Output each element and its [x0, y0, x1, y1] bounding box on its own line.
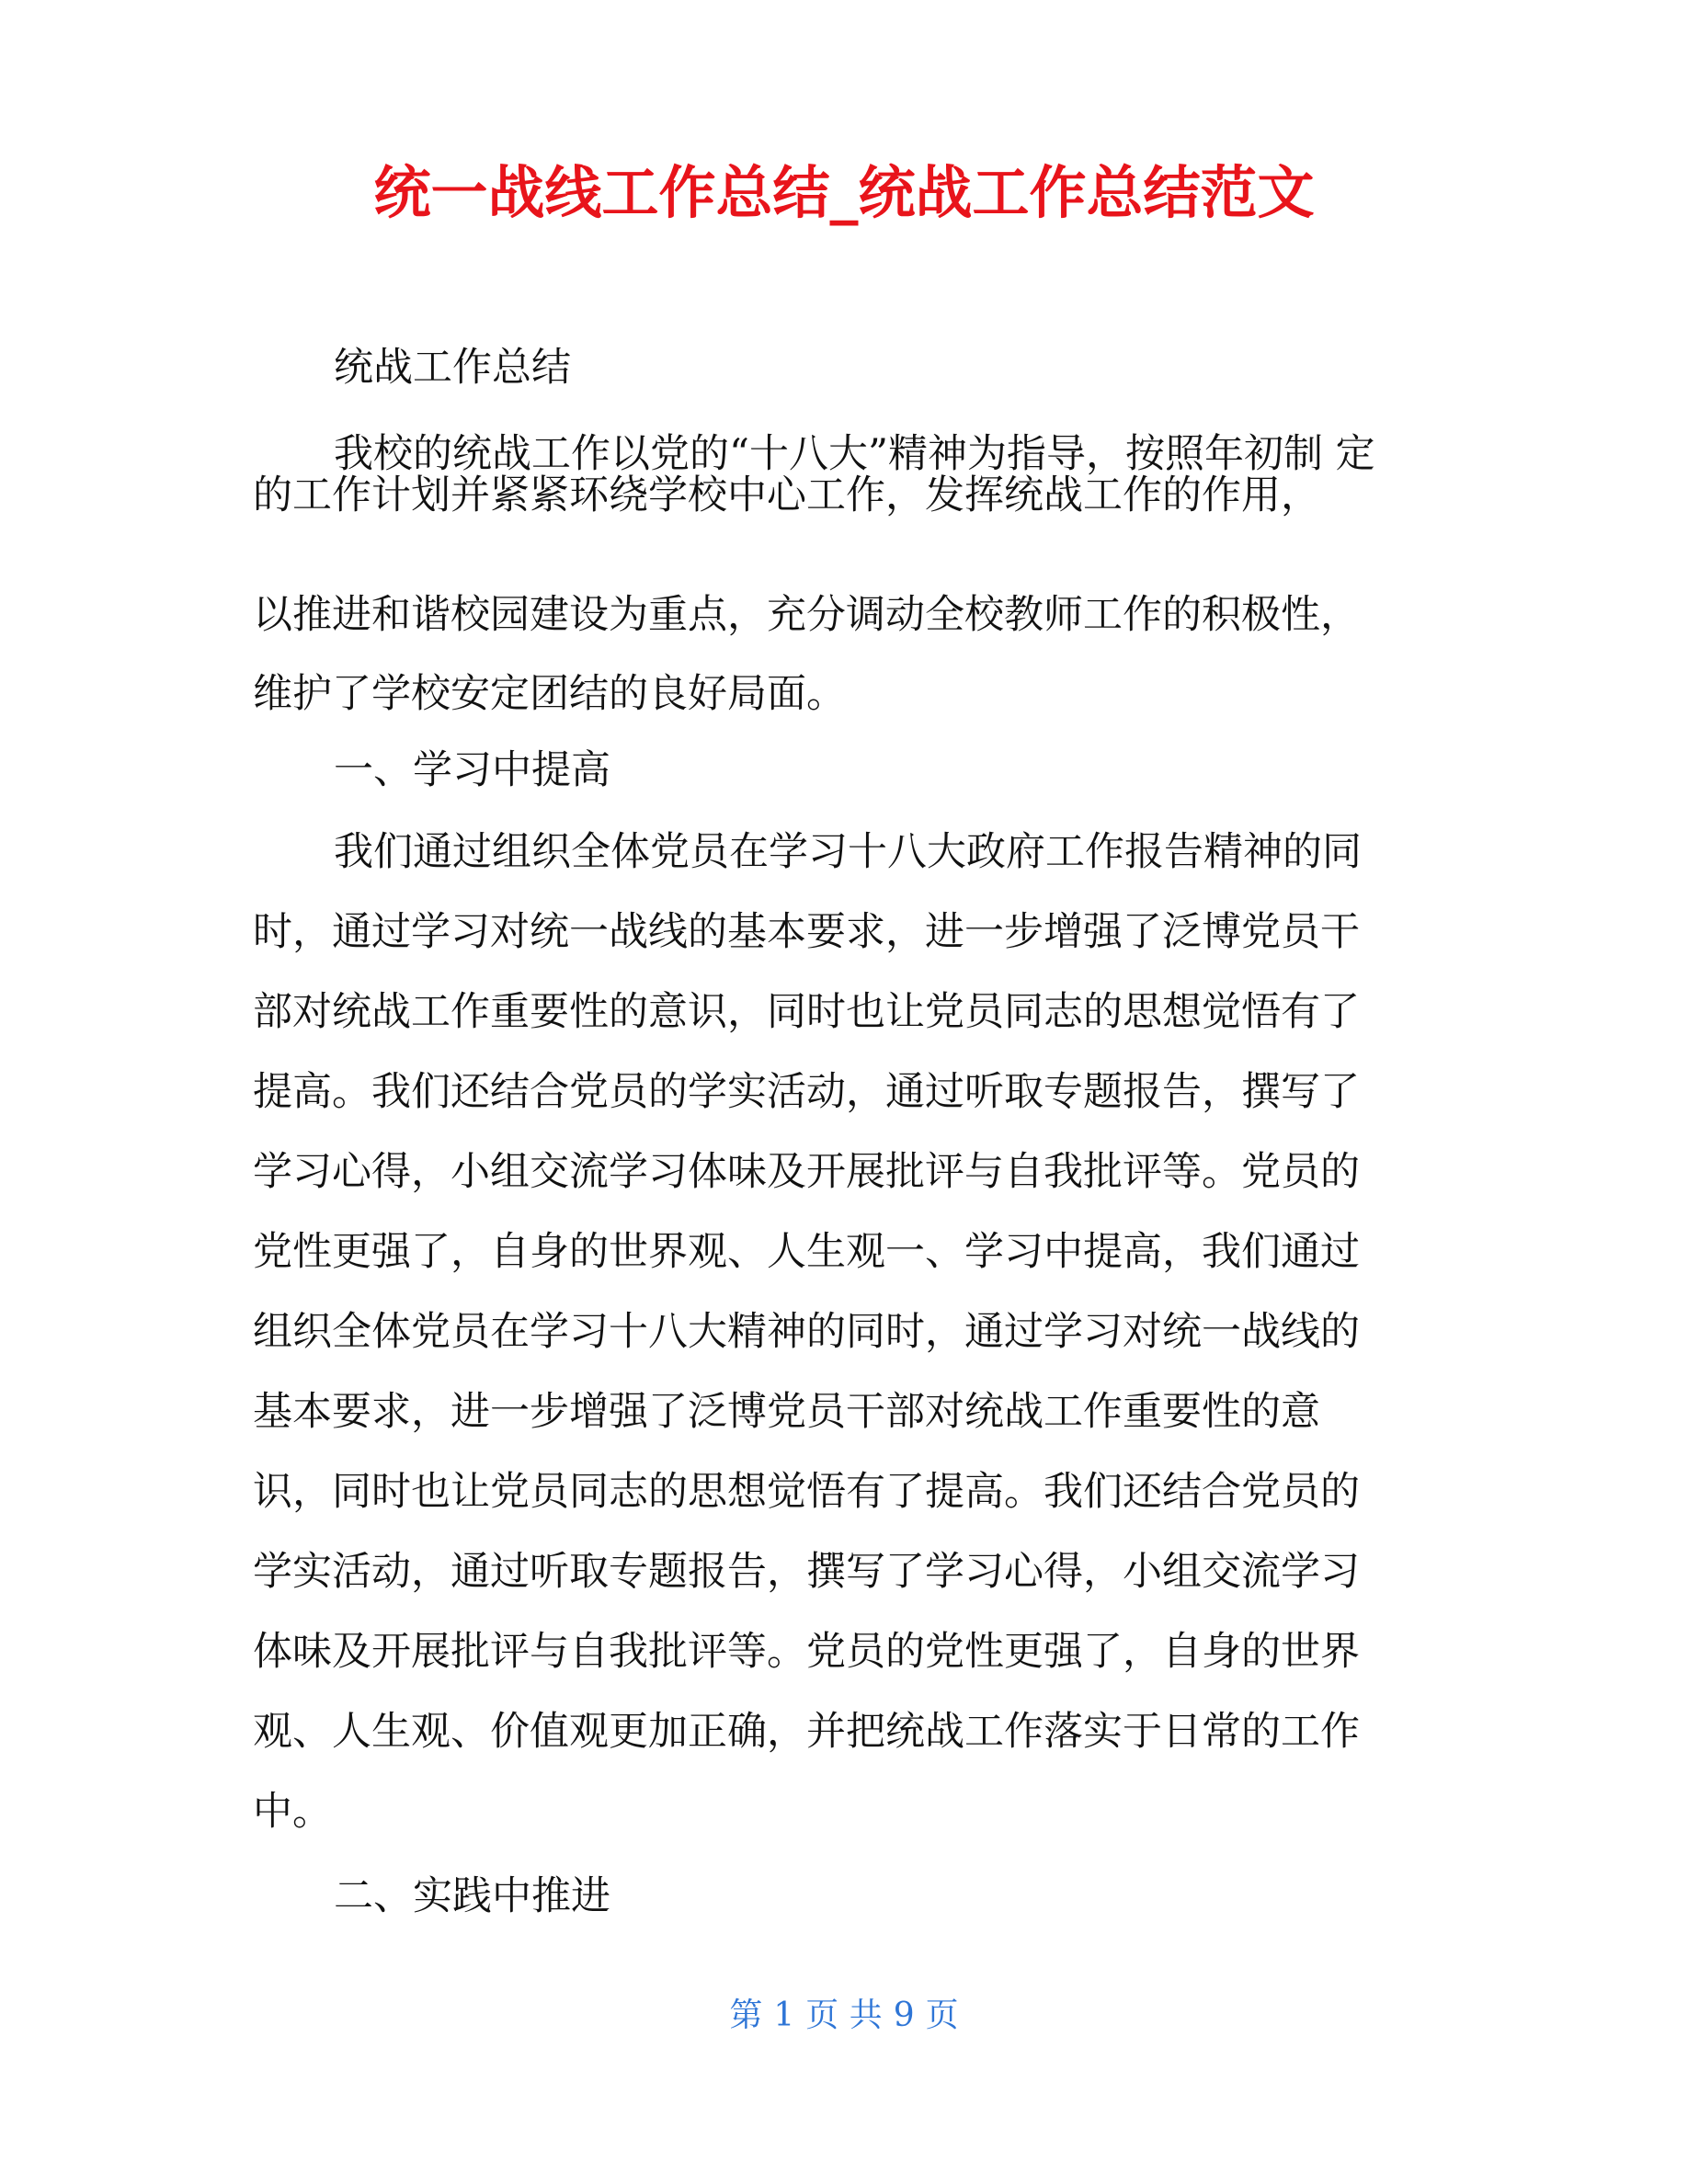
body-line: 基本要求，进一步增强了泛博党员干部对统战工作重要性的意 [253, 1389, 1320, 1435]
body-line: 提高。我们还结合党员的学实活动，通过听取专题报告，撰写了 [253, 1069, 1360, 1115]
body-line: 维护了学校安定团结的良好局面。 [253, 671, 846, 717]
body-line: 学实活动，通过听取专题报告，撰写了学习心得，小组交流学习 [253, 1549, 1360, 1595]
body-line: 时，通过学习对统一战线的基本要求，进一步增强了泛博党员干 [253, 909, 1360, 955]
body-line: 观、人生观、价值观更加正确，并把统战工作落实于日常的工作 [253, 1709, 1360, 1755]
body-line: 统战工作总结 [334, 345, 571, 391]
body-line: 党性更强了，自身的世界观、人生观一、学习中提高，我们通过 [253, 1229, 1360, 1275]
footer-middle: 页 共 [805, 1996, 883, 2034]
body-line: 学习心得，小组交流学习体味及开展批评与自我批评等。党员的 [253, 1149, 1360, 1195]
body-line: 中。 [253, 1789, 332, 1835]
body-line: 识，同时也让党员同志的思想觉悟有了提高。我们还结合党员的 [253, 1469, 1360, 1515]
body-line: 组织全体党员在学习十八大精神的同时，通过学习对统一战线的 [253, 1309, 1360, 1355]
section-heading: 二、实践中推进 [334, 1873, 610, 1919]
page-footer [0, 1993, 1688, 2039]
footer-total-pages: 9 [893, 1996, 915, 2034]
document-title: 统一战线工作总结_统战工作总结范文 [373, 159, 1315, 226]
body-line: 的工作计划并紧紧环绕学校中心工作，发挥统战工作的作用， [253, 472, 1320, 518]
footer-suffix: 页 [925, 1996, 959, 2034]
body-line: 以推进和谐校园建设为重点，充分调动全校教师工作的积极性， [253, 592, 1360, 638]
section-heading: 一、学习中提高 [334, 747, 610, 793]
footer-page-number: 1 [773, 1996, 795, 2034]
body-line: 体味及开展批评与自我批评等。党员的党性更强了，自身的世界 [253, 1629, 1360, 1675]
body-line: 我校的统战工作以党的“十八大”精神为指导，按照年初制 定 [334, 431, 1375, 477]
body-line: 部对统战工作重要性的意识，同时也让党员同志的思想觉悟有了 [253, 989, 1360, 1035]
body-line: 我们通过组织全体党员在学习十八大政府工作报告精神的同 [334, 829, 1362, 875]
footer-prefix: 第 [729, 1996, 763, 2034]
